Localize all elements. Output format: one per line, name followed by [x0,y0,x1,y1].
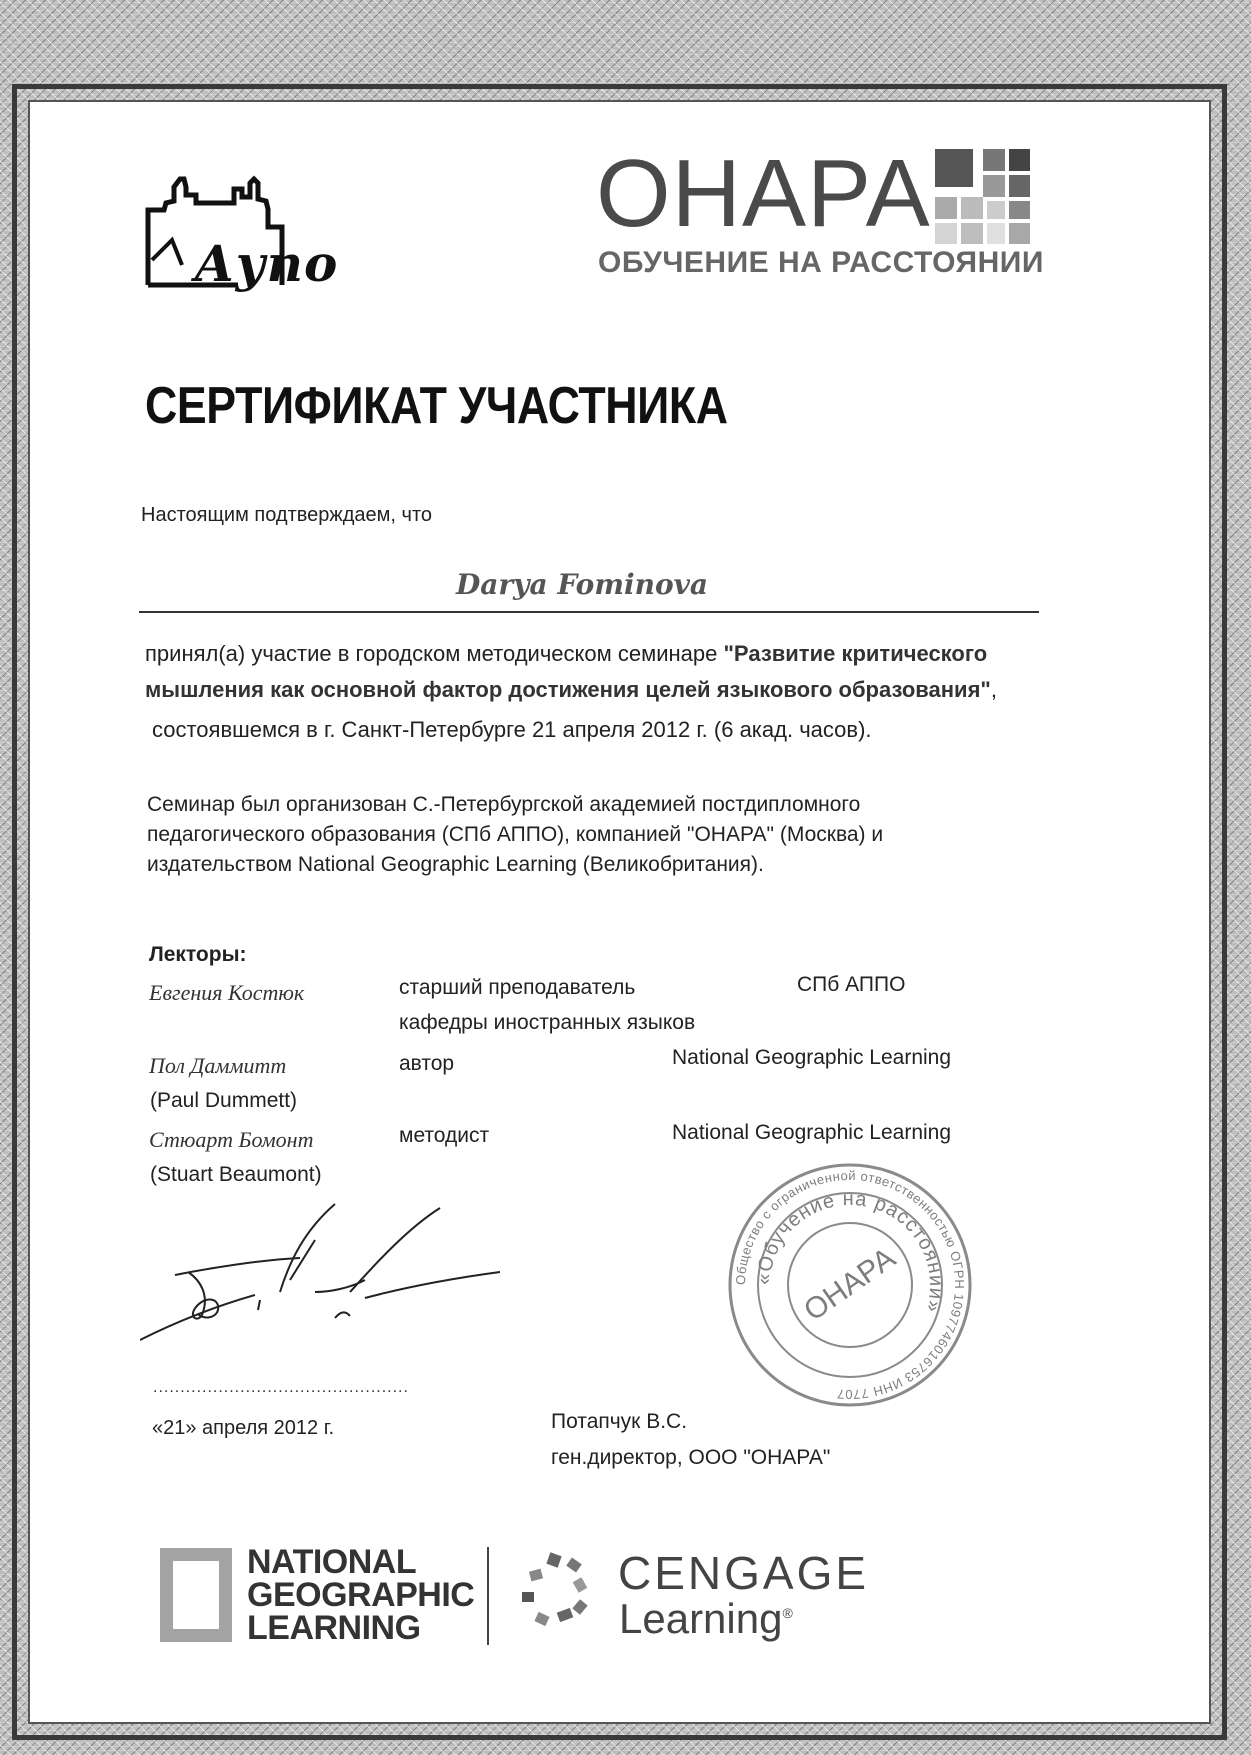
publisher-logo-wordmark: Аупо [194,234,339,293]
certificate-paper [28,100,1211,1724]
recipient-underline [139,611,1039,613]
signer-title: ген.директор, ООО "ОНАРА" [551,1446,831,1469]
trademark-mark: ® [782,1605,793,1621]
lecturer-name: Евгения Костюк [149,980,305,1005]
organizers-line: Семинар был организован С.-Петербургской академией постдипломного [147,793,861,816]
lecturer-organization: National Geographic Learning [672,1121,952,1144]
recipient-name: Darya Fominova [456,568,709,601]
ngl-logo-line: LEARNING [247,1609,421,1647]
onara-square-logo-icon [935,149,1030,244]
national-geographic-logo-text [247,1543,475,1647]
company-stamp [725,1160,975,1410]
lecturer-role: старший преподаватель [399,976,636,999]
stamp-center-text: ОНАРА [798,1241,902,1328]
seminar-title-part-2: мышления как основной фактор достижения целей языкового образования" [145,677,991,702]
participation-line-3: состоявшемся в г. Санкт-Петербурге 21 апреля 2012 г. (6 акад. часов). [152,717,872,742]
handwritten-signature [140,1200,520,1350]
signer-name: Потапчук В.С. [551,1410,688,1433]
organizers-paragraph [147,790,883,880]
stamp-middle-ring-text: «Обучение на расстоянии» [752,1187,948,1316]
participation-line-2-suffix: , [990,677,997,702]
cengage-logo-sub-text: Learning [619,1595,783,1642]
lecturer-organization: National Geographic Learning [672,1046,952,1069]
lecturer-role: методист [399,1124,490,1147]
participation-line-2 [145,676,997,704]
onara-logo-tagline: ОБУЧЕНИЕ НА РАССТОЯНИИ [598,246,1044,279]
lecturer-name: Пол Даммитт [149,1053,287,1078]
signature-date: «21» апреля 2012 г. [152,1417,335,1439]
logo-separator [487,1547,489,1645]
participation-line-1 [145,640,987,668]
ngl-logo-line: GEOGRAPHIC [247,1576,475,1614]
lecturer-organization: СПб АППО [797,973,906,996]
onara-logo-title: ОНАРА [596,140,931,247]
confirm-text: Настоящим подтверждаем, что [141,504,433,526]
participation-prefix: принял(а) участие в городском методическом семинаре [145,641,724,666]
lecturer-latin-name: (Stuart Beaumont) [150,1163,322,1186]
lecturer-role: автор [399,1052,455,1075]
lecturer-name: Стюарт Бомонт [149,1127,314,1152]
lecturers-heading: Лекторы: [149,943,247,966]
national-geographic-frame-icon [160,1548,232,1642]
stamp-outer-ring-text: Общество с ограниченной ответственностью ОГРН 1097746016753 ИНН 7707 [732,1167,968,1403]
cengage-logo-sub [619,1595,793,1642]
lecturer-latin-name: (Paul Dummett) [150,1089,298,1112]
signature-dotted-line: ............................................... [153,1379,409,1396]
seminar-title-part-1: "Развитие критического [723,641,988,666]
lecturer-role-line-2: кафедры иностранных языков [399,1011,696,1034]
cengage-mark-icon [518,1550,598,1638]
cengage-logo-name: CENGAGE [618,1547,870,1599]
ngl-logo-line: NATIONAL [247,1543,417,1581]
organizers-line: педагогического образования (СПб АППО), компанией "ОНАРА" (Москва) и [147,823,884,846]
certificate-title: СЕРТИФИКАТ УЧАСТНИКА [145,377,728,435]
organizers-line: издательством National Geographic Learning (Великобритания). [147,853,764,876]
